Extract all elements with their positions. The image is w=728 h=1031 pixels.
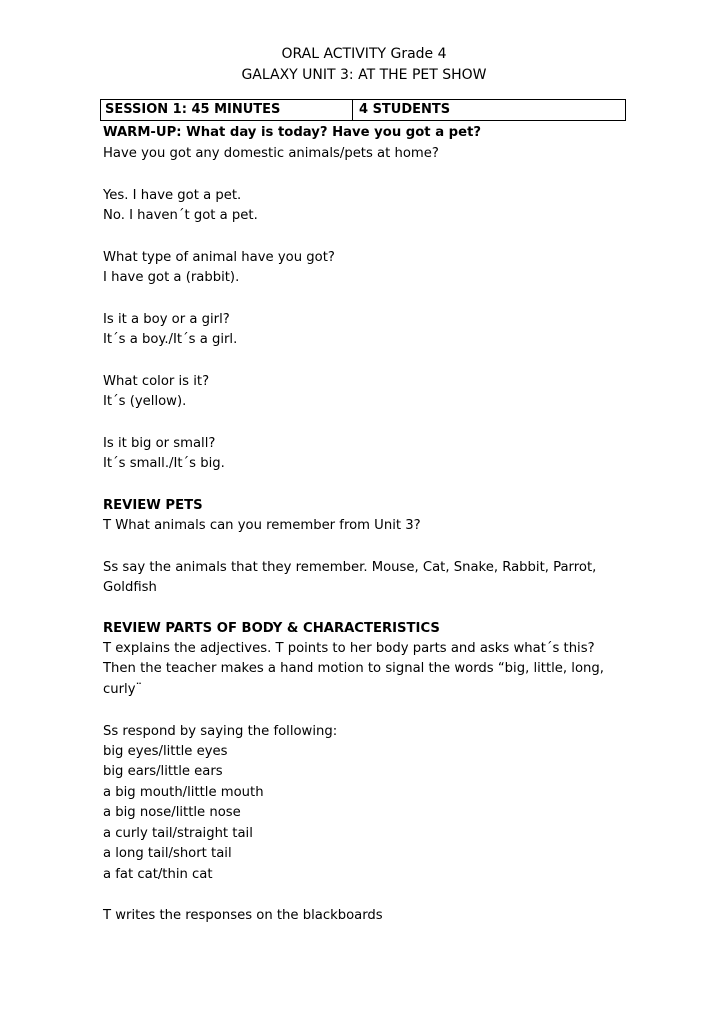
answer-line: It´s small./It´s big. — [103, 456, 225, 471]
session-duration-cell: SESSION 1: 45 MINUTES — [101, 100, 353, 120]
answer-line: It´s (yellow). — [103, 394, 187, 409]
session-students-cell: 4 STUDENTS — [359, 102, 451, 117]
review-pets-heading: REVIEW PETS — [103, 498, 203, 513]
response-item: big ears/little ears — [103, 764, 223, 779]
response-item: big eyes/little eyes — [103, 744, 228, 759]
response-item: a big mouth/little mouth — [103, 785, 264, 800]
question-line: Is it big or small? — [103, 436, 216, 451]
response-item: a curly tail/straight tail — [103, 826, 253, 841]
answer-line: Yes. I have got a pet. — [103, 188, 242, 203]
review-pets-line: Goldfish — [103, 580, 157, 595]
review-body-line: T explains the adjectives. T points to her body parts and asks what´s this? — [103, 641, 595, 656]
responses-intro: Ss respond by saying the following: — [103, 724, 338, 739]
session-table — [100, 99, 626, 121]
response-item: a fat cat/thin cat — [103, 867, 213, 882]
question-line: What color is it? — [103, 374, 210, 389]
review-body-heading: REVIEW PARTS OF BODY & CHARACTERISTICS — [103, 621, 440, 636]
response-item: a big nose/little nose — [103, 805, 241, 820]
warmup-question: Have you got any domestic animals/pets at home? — [103, 146, 439, 161]
review-pets-line: T What animals can you remember from Unit 3? — [103, 518, 421, 533]
question-line: Is it a boy or a girl? — [103, 312, 230, 327]
review-body-line: curly¨ — [103, 682, 143, 697]
answer-line: I have got a (rabbit). — [103, 270, 240, 285]
answer-line: It´s a boy./It´s a girl. — [103, 332, 238, 347]
answer-line: No. I haven´t got a pet. — [103, 208, 258, 223]
question-line: What type of animal have you got? — [103, 250, 335, 265]
warmup-heading: WARM-UP: What day is today? Have you got a pet? — [103, 125, 482, 140]
closing-line: T writes the responses on the blackboards — [103, 908, 383, 923]
review-pets-line: Ss say the animals that they remember. Mouse, Cat, Snake, Rabbit, Parrot, — [103, 560, 597, 575]
response-item: a long tail/short tail — [103, 846, 232, 861]
document-title: ORAL ACTIVITY Grade 4 — [281, 46, 447, 62]
unit-title: GALAXY UNIT 3: AT THE PET SHOW — [241, 67, 487, 83]
review-body-line: Then the teacher makes a hand motion to signal the words “big, little, long, — [103, 661, 604, 676]
